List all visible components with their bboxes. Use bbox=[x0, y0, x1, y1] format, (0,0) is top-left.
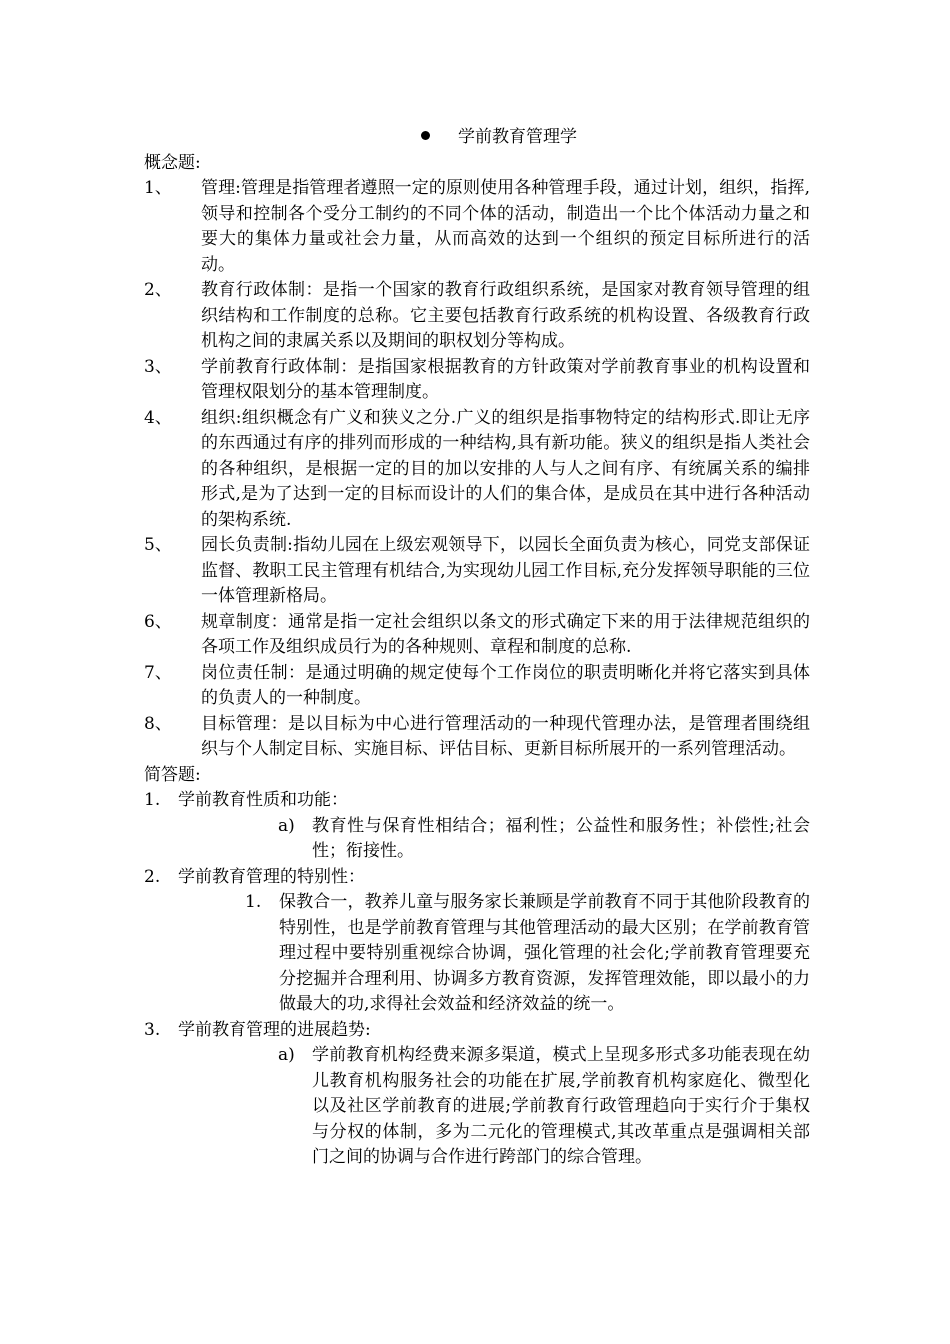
concept-item bbox=[144, 278, 810, 355]
concept-number: 6、 bbox=[144, 611, 172, 632]
bullet-icon bbox=[421, 131, 430, 140]
concept-number: 1、 bbox=[144, 178, 172, 198]
concept-item bbox=[144, 661, 810, 712]
short-answer-subitem bbox=[144, 814, 810, 865]
subitem-text: 学前教育机构经费来源多渠道，模式上呈现多形式多功能表现在幼儿教育机构服务社会的功能在扩展,学前教育机构家庭化、微型化以及社区学前教育的进展;学前教育行政管理趋向于实行介于集权与分权的体制，多为二元化的管理模式,其改革重点是强调相关部门之间的协调与合作进行跨部门的综合管理。 bbox=[312, 1045, 810, 1167]
short-answer-item bbox=[144, 788, 810, 814]
concept-number: 4、 bbox=[144, 407, 172, 428]
short-answer-number: 3. bbox=[144, 1019, 161, 1040]
subitem-marker: 1. bbox=[245, 892, 262, 912]
short-answer-number: 2. bbox=[144, 866, 161, 887]
short-answer-item bbox=[144, 865, 810, 891]
short-answer-item bbox=[144, 1018, 810, 1044]
concept-text: 教育行政体制：是指一个国家的教育行政组织系统，是国家对教育领导管理的组织结构和工作制度的总称。它主要包括教育行政系统的机构设置、各级教育行政机构之间的隶属关系以及期间的职权划分等构成。 bbox=[201, 280, 810, 351]
document-page bbox=[144, 125, 810, 1171]
subitem-marker: a) bbox=[278, 1045, 295, 1065]
concept-text: 组织:组织概念有广义和狭义之分.广义的组织是指事物特定的结构形式.即让无序的东西通过有序的排列而形成的一种结构,具有新功能。狭义的组织是指人类社会的各种组织，是根据一定的目的加以安排的人与人之间有序、有统属关系的编排形式,是为了达到一定的目标而设计的人们的集合体，是成员在其中进行各种活动的架构系统. bbox=[201, 407, 810, 530]
document-title: 学前教育管理学 bbox=[458, 127, 577, 147]
concept-item bbox=[144, 533, 810, 610]
concept-item bbox=[144, 355, 810, 406]
subitem-marker: a) bbox=[278, 815, 295, 836]
concept-text: 目标管理：是以目标为中心进行管理活动的一种现代管理办法，是管理者围绕组织与个人制定目标、实施目标、评估目标、更新目标所展开的一系列管理活动。 bbox=[201, 713, 810, 759]
concept-item bbox=[144, 712, 810, 763]
concept-number: 5、 bbox=[144, 535, 172, 555]
concept-text: 管理:管理是指管理者遵照一定的原则使用各种管理手段，通过计划，组织，指挥,领导和控制各个受分工制约的不同个体的活动，制造出一个比个体活动力量之和要大的集体力量或社会力量，从而高效的达到一个组织的预定目标所进行的活动。 bbox=[201, 178, 810, 275]
short-answer-title: 学前教育管理的特别性： bbox=[178, 866, 365, 887]
concept-item bbox=[144, 176, 810, 278]
concept-item bbox=[144, 610, 810, 661]
concept-text: 学前教育行政体制：是指国家根据教育的方针政策对学前教育事业的机构设置和管理权限划分的基本管理制度。 bbox=[201, 356, 810, 402]
concept-text: 岗位责任制：是通过明确的规定使每个工作岗位的职责明晰化并将它落实到具体的负责人的一种制度。 bbox=[201, 662, 810, 708]
short-answer-subitem bbox=[144, 1043, 810, 1171]
concept-text: 规章制度：通常是指一定社会组织以条文的形式确定下来的用于法律规范组织的各项工作及组织成员行为的各种规则、章程和制度的总称. bbox=[201, 611, 810, 657]
concept-text: 园长负责制:指幼儿园在上级宏观领导下，以园长全面负责为核心，同党支部保证监督、教职工民主管理有机结合,为实现幼儿园工作目标,充分发挥领导职能的三位一体管理新格局。 bbox=[201, 535, 810, 606]
short-answer-number: 1. bbox=[144, 790, 161, 810]
short-answer-subitem bbox=[144, 890, 810, 1018]
short-answer-title: 学前教育性质和功能： bbox=[178, 790, 348, 810]
concept-number: 2、 bbox=[144, 280, 172, 300]
concepts-heading: 概念题: bbox=[144, 152, 201, 173]
subitem-text: 教育性与保育性相结合；福利性；公益性和服务性；补偿性;社会性；衔接性。 bbox=[312, 815, 810, 861]
concept-number: 8、 bbox=[144, 713, 172, 734]
short-answer-heading: 简答题: bbox=[144, 764, 201, 785]
concept-number: 7、 bbox=[144, 662, 172, 683]
concept-number: 3、 bbox=[144, 356, 172, 377]
concept-item bbox=[144, 406, 810, 534]
short-answer-title: 学前教育管理的进展趋势: bbox=[178, 1019, 371, 1040]
document-title-row bbox=[144, 125, 810, 151]
subitem-text: 保教合一，教养儿童与服务家长兼顾是学前教育不同于其他阶段教育的特别性，也是学前教育管理与其他管理活动的最大区别；在学前教育管理过程中要特别重视综合协调，强化管理的社会化;学前教育管理要充分挖掘并合理利用、协调多方教育资源，发挥管理效能，即以最小的力做最大的功,求得社会效益和经济效益的统一。 bbox=[279, 892, 810, 1014]
